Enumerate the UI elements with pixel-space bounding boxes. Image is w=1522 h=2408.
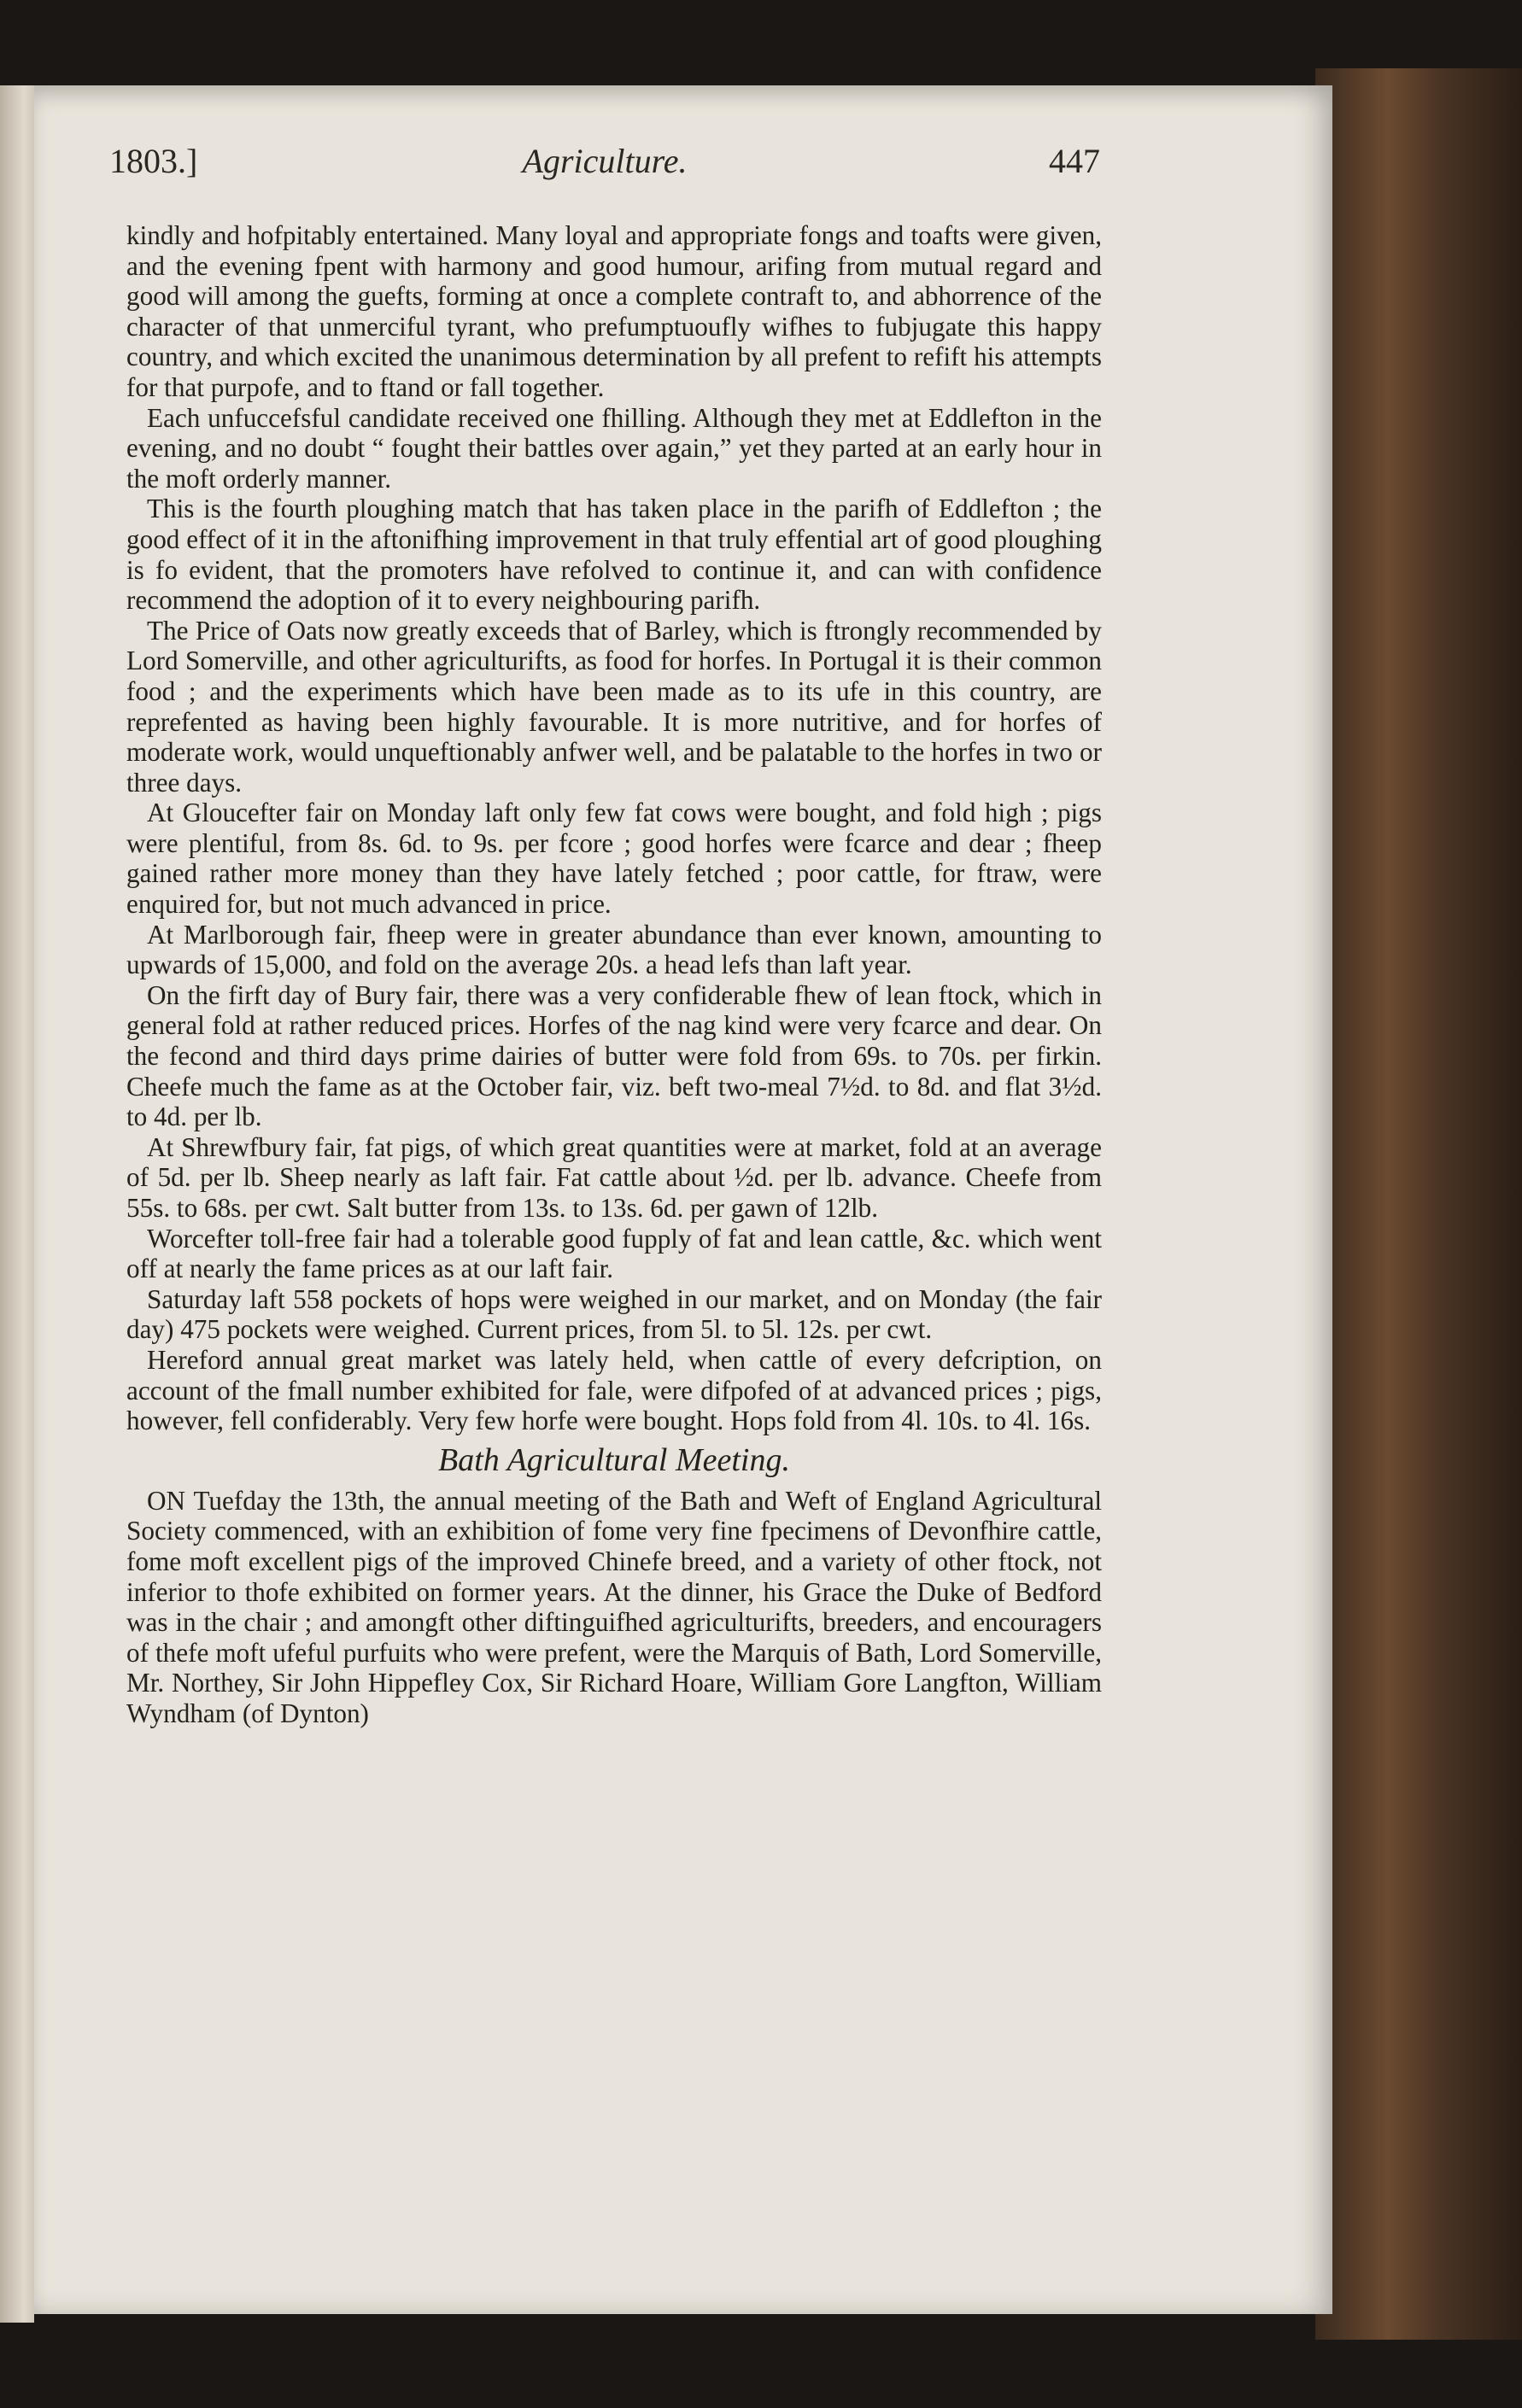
- paragraph: Each unfuccefsful candidate received one fhilling. Although they met at Eddlefton in the evening, and no doubt “ fought their battles over again,” yet they parted at an early hour in the moft orderly manner.: [126, 402, 1102, 494]
- paragraph: Hereford annual great market was lately held, when cattle of every defcription, on account of the fmall number exhibited for fale, were difpofed of at advanced prices ; pigs, however, fell confiderably. Very few horfe were bought. Hops fold from 4l. 10s. to 4l. 16s.: [126, 1344, 1102, 1436]
- paragraph: kindly and hofpitably entertained. Many loyal and appropriate fongs and toafts were given, and the evening fpent with harmony and good humour, arifing from mutual regard and good will among the guefts, forming at once a complete contraft to, and abhorrence of the character of that unmerciful tyrant, who prefumptuoufly wifhes to fubjugate this happy country, and which excited the unanimous determination by all prefent to refift his attempts for that purpofe, and to ftand or fall together.: [126, 220, 1102, 402]
- paragraph: At Marlborough fair, fheep were in greater abundance than ever known, amounting to upwards of 15,000, and fold on the average 20s. a head lefs than laft year.: [126, 919, 1102, 980]
- paragraph: Saturday laft 558 pockets of hops were weighed in our market, and on Monday (the fair day) 475 pockets were weighed. Current prices, from 5l. to 5l. 12s. per cwt.: [126, 1283, 1102, 1345]
- page-number: 447: [1049, 142, 1100, 180]
- paragraph: At Shrewfbury fair, fat pigs, of which great quantities were at market, fold at an average of 5d. per lb. Sheep nearly as laft fair. Fat cattle about ½d. per lb. advance. Cheefe from 55s. to 68s. per cwt. Salt butter from 13s. to 13s. 6d. per gawn of 12lb.: [126, 1131, 1102, 1223]
- body-text: [126, 220, 1102, 1729]
- paragraph: This is the fourth ploughing match that has taken place in the parifh of Eddlefton ; the good effect of it in the aftonifhing improvement in that truly effential art of good ploughing is fo evident, that the promoters have refolved to continue it, and can with confidence recommend the adoption of it to every neighbouring parifh.: [126, 494, 1102, 616]
- running-header: [109, 141, 1100, 192]
- paragraph: Worcefter toll-free fair had a tolerable good fupply of fat and lean cattle, &c. which went off at nearly the fame prices as at our laft fair.: [126, 1223, 1102, 1284]
- paragraph: At Gloucefter fair on Monday laft only few fat cows were bought, and fold high ; pigs were plentiful, from 8s. 6d. to 9s. per fcore ; good horfes were fcarce and dear ; fheep gained rather more money than they have lately fetched ; poor cattle, for ftraw, were enquired for, but not much advanced in price.: [126, 798, 1102, 920]
- header-section-title: Agriculture.: [522, 142, 688, 180]
- facing-page-edge: [0, 85, 34, 2323]
- paragraph: ON Tuefday the 13th, the annual meeting of the Bath and Weft of England Agricultural Society commenced, with an exhibition of fome very fine fpecimens of Devonfhire cattle, fome moft excellent pigs of the improved Chinefe breed, and a variety of other ftock, not inferior to thofe exhibited on former years. At the dinner, his Grace the Duke of Bedford was in the chair ; and amongft other diftinguifhed agriculturifts, breeders, and encouragers of thefe moft ufeful purfuits who were prefent, were the Marquis of Bath, Lord Somerville, Mr. Northey, Sir John Hippefley Cox, Sir Richard Hoare, William Gore Langfton, William Wyndham (of Dynton): [126, 1485, 1102, 1728]
- section-heading: Bath Agricultural Meeting.: [438, 1441, 790, 1478]
- paragraph: On the firft day of Bury fair, there was a very confiderable fhew of lean ftock, which in general fold at rather reduced prices. Horfes of the nag kind were very fcarce and dear. On the fecond and third days prime dairies of butter were fold from 69s. to 70s. per firkin. Cheefe much the fame as at the October fair, viz. beft two-meal 7½d. to 8d. and flat 3½d. to 4d. per lb.: [126, 979, 1102, 1132]
- book-spine: [1315, 68, 1522, 2340]
- header-year: 1803.]: [109, 142, 198, 180]
- paragraph: The Price of Oats now greatly exceeds that of Barley, which is ftrongly recommended by Lord Somerville, and other agriculturifts, as food for horfes. In Portugal it is their common food ; and the experiments which have been made as to its ufe in this country, are reprefented as having been highly favourable. It is more nutritive, and for horfes of moderate work, would unqueftionably anfwer well, and be palatable to the horfes in two or three days.: [126, 615, 1102, 798]
